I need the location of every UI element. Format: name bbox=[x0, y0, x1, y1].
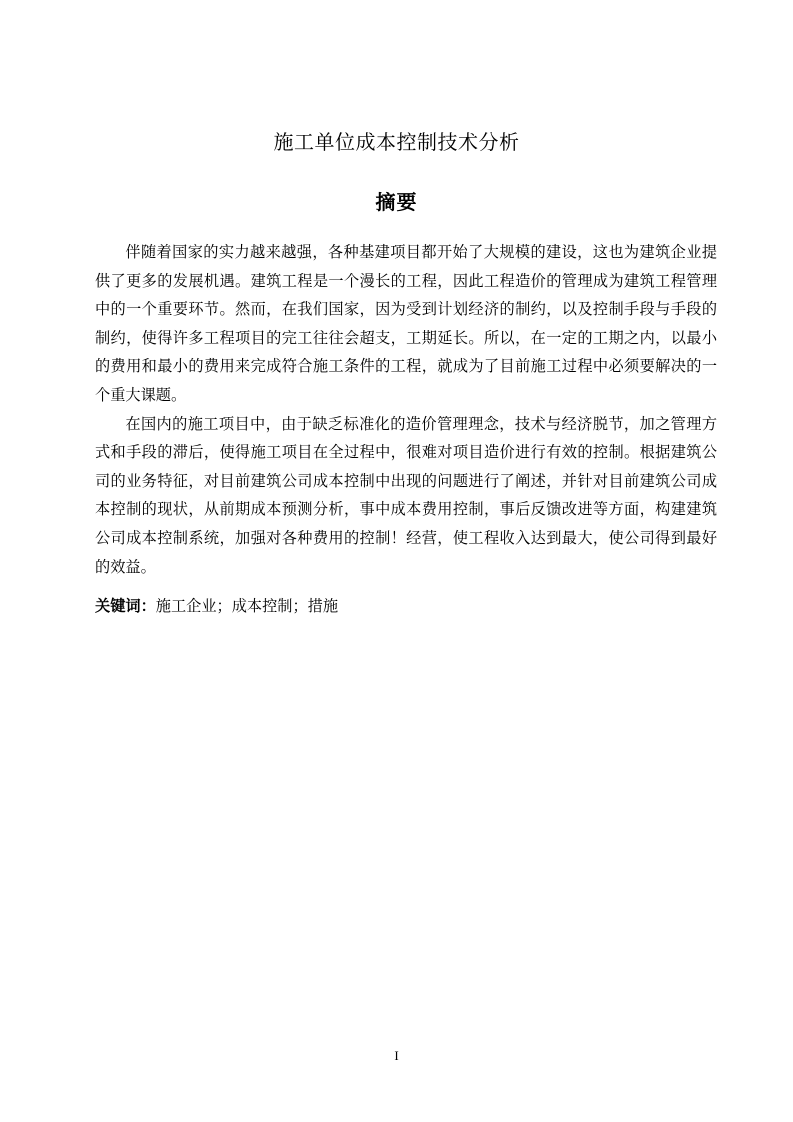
abstract-paragraph-1: 伴随着国家的实力越来越强，各种基建项目都开始了大规模的建设，这也为建筑企业提供了更多的发展机遇。建筑工程是一个漫长的工程，因此工程造价的管理成为建筑工程管理中的一个重要环节。然而，在我们国家，因为受到计划经济的制约，以及控制手段与手段的制约，使得许多工程项目的完工往往会超支，工期延长。所以，在一定的工期之内，以最小的费用和最小的费用来完成符合施工条件的工程，就成为了目前施工过程中必须要解决的一个重大课题。 bbox=[95, 243, 717, 404]
abstract-body bbox=[95, 238, 717, 581]
keywords-label: 关键词： bbox=[95, 597, 156, 615]
abstract-heading: 摘要 bbox=[375, 190, 418, 214]
document-title: 施工单位成本控制技术分析 bbox=[273, 130, 520, 154]
keywords-line bbox=[95, 592, 717, 620]
page-number: I bbox=[394, 1048, 399, 1063]
keywords-text: 施工企业；成本控制；措施 bbox=[155, 597, 338, 615]
abstract-paragraph-2: 在国内的施工项目中，由于缺乏标准化的造价管理理念，技术与经济脱节，加之管理方式和手段的滞后，使得施工项目在全过程中，很难对项目造价进行有效的控制。根据建筑公司的业务特征，对目前建筑公司成本控制中出现的问题进行了阐述，并针对目前建筑公司成本控制的现状，从前期成本预测分析，事中成本费用控制，事后反馈改进等方面，构建建筑公司成本控制系统，加强对各种费用的控制！经营，使工程收入达到最大，使公司得到最好的效益。 bbox=[95, 414, 717, 576]
